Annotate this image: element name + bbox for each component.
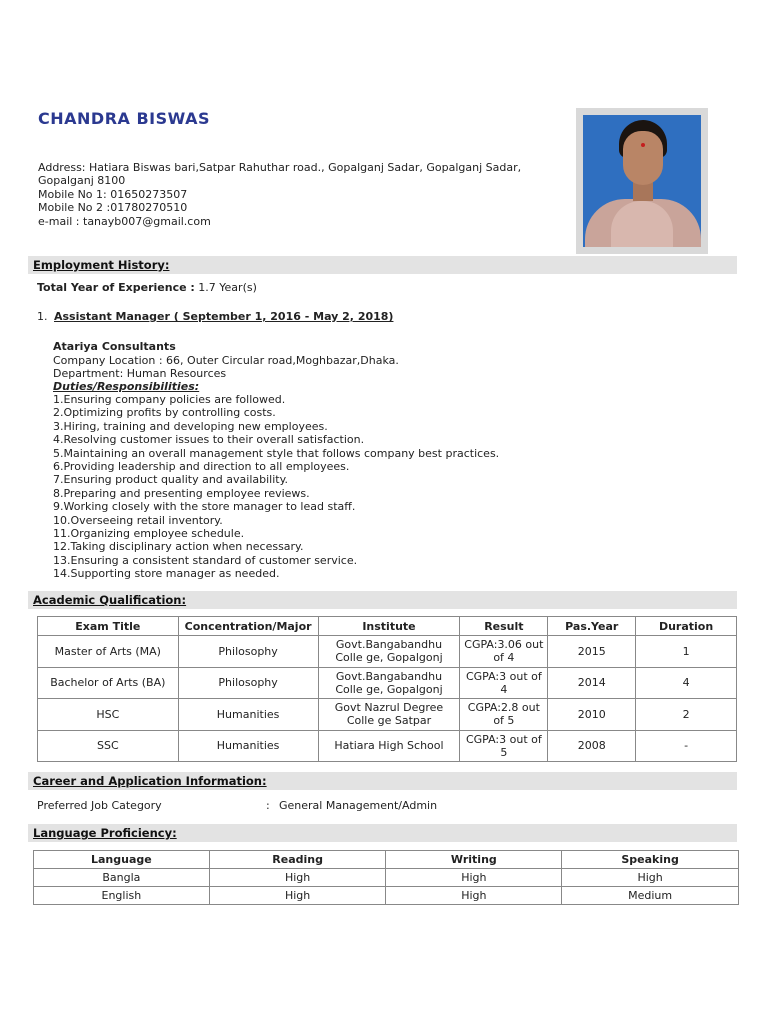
table-cell: Master of Arts (MA) [38,636,179,668]
section-heading: Career and Application Information: [33,774,267,788]
duties-list [53,393,499,581]
duties-heading: Duties/Responsibilities: [53,380,200,393]
duty-item: 8.Preparing and presenting employee reviews. [53,486,310,500]
table-cell: 2 [636,699,737,731]
table-cell: 2008 [548,730,636,762]
table-cell: High [209,887,386,905]
table-cell: High [562,869,739,887]
column-header: Pas.Year [548,617,636,636]
table-cell: 4 [636,667,737,699]
table-row [38,730,737,762]
column-header: Concentration/Major [178,617,318,636]
table-row [34,869,739,887]
column-header: Result [460,617,548,636]
candidate-photo [583,115,701,247]
column-header: Institute [318,617,460,636]
duty-item: 5.Maintaining an overall management style that follows company best practices. [53,446,500,460]
section-career [28,772,737,790]
column-header: Exam Title [38,617,179,636]
table-cell: High [386,869,562,887]
duty-item: 11.Organizing employee schedule. [53,527,245,541]
table-cell: 1 [636,636,737,668]
table-cell: CGPA:3 out of 5 [460,730,548,762]
duty-item: 12.Taking disciplinary action when necessary. [53,540,304,554]
table-cell: - [636,730,737,762]
duty-item: 3.Hiring, training and developing new employees. [53,419,328,433]
column-header: Duration [636,617,737,636]
table-header-row [34,851,739,869]
section-language [28,824,737,842]
table-cell: CGPA:2.8 out of 5 [460,699,548,731]
candidate-name: CHANDRA BISWAS [38,109,210,128]
job-number: 1. [37,310,48,323]
total-experience [37,281,257,294]
column-header: Language [34,851,210,869]
column-header: Speaking [562,851,739,869]
table-cell: Bangla [34,869,210,887]
mobile-2: Mobile No 2 :01780270510 [38,201,188,215]
table-row [38,667,737,699]
table-cell: Govt.Bangabandhu Colle ge, Gopalgonj [318,636,460,668]
section-heading: Academic Qualification: [33,593,187,607]
table-cell: SSC [38,730,179,762]
duty-item: 13.Ensuring a consistent standard of customer service. [53,553,358,567]
table-cell: Govt Nazrul Degree Colle ge Satpar [318,699,460,731]
duty-item: 7.Ensuring product quality and availability. [53,473,289,487]
job-title-row [37,310,393,323]
academic-table [37,616,737,762]
table-row [38,636,737,668]
table-cell: Philosophy [178,636,318,668]
table-cell: High [386,887,562,905]
table-cell: English [34,887,210,905]
table-cell: 2010 [548,699,636,731]
section-heading: Language Proficiency: [33,826,177,840]
duty-item: 14.Supporting store manager as needed. [53,567,280,581]
table-cell: Humanities [178,730,318,762]
photo-frame [576,108,708,254]
address-line-2: Gopalganj 8100 [38,174,126,188]
table-cell: CGPA:3 out of 4 [460,667,548,699]
table-cell: Bachelor of Arts (BA) [38,667,179,699]
duty-item: 10.Overseeing retail inventory. [53,513,223,527]
job-title: Assistant Manager ( September 1, 2016 - May 2, 2018) [54,310,394,323]
section-heading: Employment History: [33,258,170,272]
career-value: General Management/Admin [279,799,438,812]
email: e-mail : tanayb007@gmail.com [38,214,211,228]
total-experience-label: Total Year of Experience : [37,281,195,294]
table-cell: Govt.Bangabandhu Colle ge, Gopalgonj [318,667,460,699]
career-label: Preferred Job Category [37,799,162,812]
contact-block [38,161,558,228]
department: Department: Human Resources [53,367,227,380]
column-header: Writing [386,851,562,869]
table-header-row [38,617,737,636]
column-header: Reading [209,851,386,869]
table-cell: CGPA:3.06 out of 4 [460,636,548,668]
total-experience-value: 1.7 Year(s) [194,281,257,294]
table-cell: 2015 [548,636,636,668]
company-location: Company Location : 66, Outer Circular road,Moghbazar,Dhaka. [53,354,399,367]
section-employment [28,256,737,274]
table-cell: 2014 [548,667,636,699]
table-cell: HSC [38,699,179,731]
company-name: Atariya Consultants [53,340,176,353]
table-cell: Hatiara High School [318,730,460,762]
address-line: Address: Hatiara Biswas bari,Satpar Rahuthar road., Gopalganj Sadar, Gopalganj Sadar, [38,161,522,174]
duty-item: 6.Providing leadership and direction to all employees. [53,460,350,474]
duty-item: 4.Resolving customer issues to their overall satisfaction. [53,433,365,447]
language-table [33,850,739,905]
duty-item: 1.Ensuring company policies are followed. [53,393,286,406]
table-cell: Philosophy [178,667,318,699]
table-cell: Medium [562,887,739,905]
duty-item: 2.Optimizing profits by controlling costs. [53,406,276,420]
career-separator: : [266,799,270,812]
section-academic [28,591,737,609]
table-cell: Humanities [178,699,318,731]
table-cell: High [209,869,386,887]
mobile-1: Mobile No 1: 01650273507 [38,187,188,201]
table-row [34,887,739,905]
table-row [38,699,737,731]
duty-item: 9.Working closely with the store manager to lead staff. [53,500,356,514]
